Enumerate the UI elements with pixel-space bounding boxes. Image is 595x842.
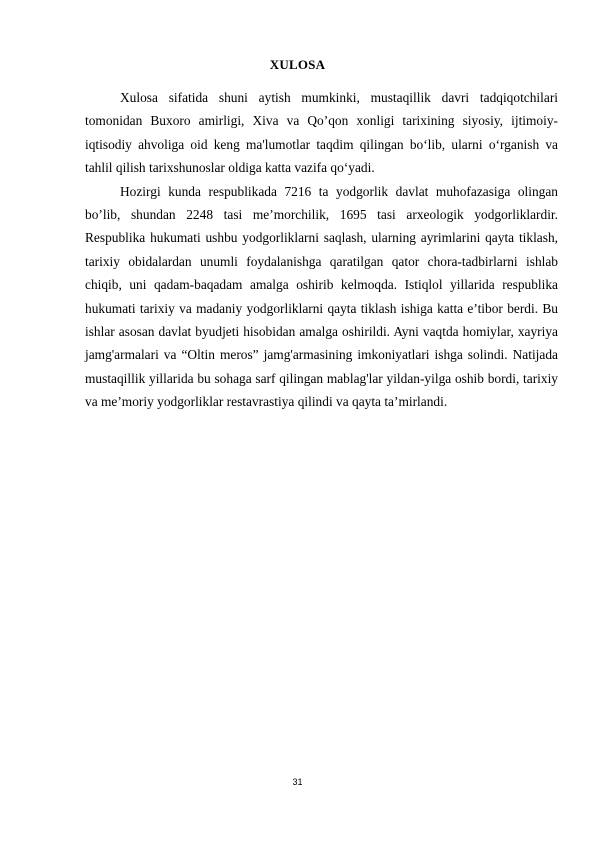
section-heading: XULOSA	[269, 57, 326, 72]
paragraph-2: Hozirgi kunda respublikada 7216 ta yodgorlik davlat muhofazasiga olingan bo’lib, shundan 2248 tasi me’morchilik, 1695 tasi arxeologik yodgorliklardir. Respublika hukumati ushbu yodgorliklarni saqlash, ularning ayrimlarini qayta tiklash, tarixiy obidalardan unumli foydalanishga qaratilgan qator chora-tadbirlarni ishlab chiqib, uni qadam-baqadam amalga oshirib kelmoqda. Istiqlol yillarida respublika hukumati tarixiy va madaniy yodgorliklarni qayta tiklash ishiga katta e’tibor berdi. Bu ishlar asosan davlat byudjeti hisobidan amalga oshirildi. Ayni vaqtda homiylar, xayriya jamg'armalari va “Oltin meros” jamg'armasining imkoniyatlari ishga solindi. Natijada mustaqillik yillarida bu sohaga sarf qilingan mablag'lar yildan-yilga oshib bordi, tarixiy va me’moriy yodgorliklar restavrastiya qilindi va qayta ta’mirlandi.	[85, 183, 558, 410]
paragraph-1: Xulosa sifatida shuni aytish mumkinki, mustaqillik davri tadqiqotchilari tomonidan Buxoro amirligi, Xiva va Qo’qon xonligi tarixining siyosiy, ijtimoiy-iqtisodiy ahvoliga oid keng ma'lumotlar taqdim qilingan bo‘lib, ularni o‘rganish va tahlil qilish tarixshunoslar oldiga katta vazifa qo‘yadi.	[85, 90, 558, 176]
body-text	[85, 86, 558, 414]
page-number: 31	[292, 777, 303, 787]
